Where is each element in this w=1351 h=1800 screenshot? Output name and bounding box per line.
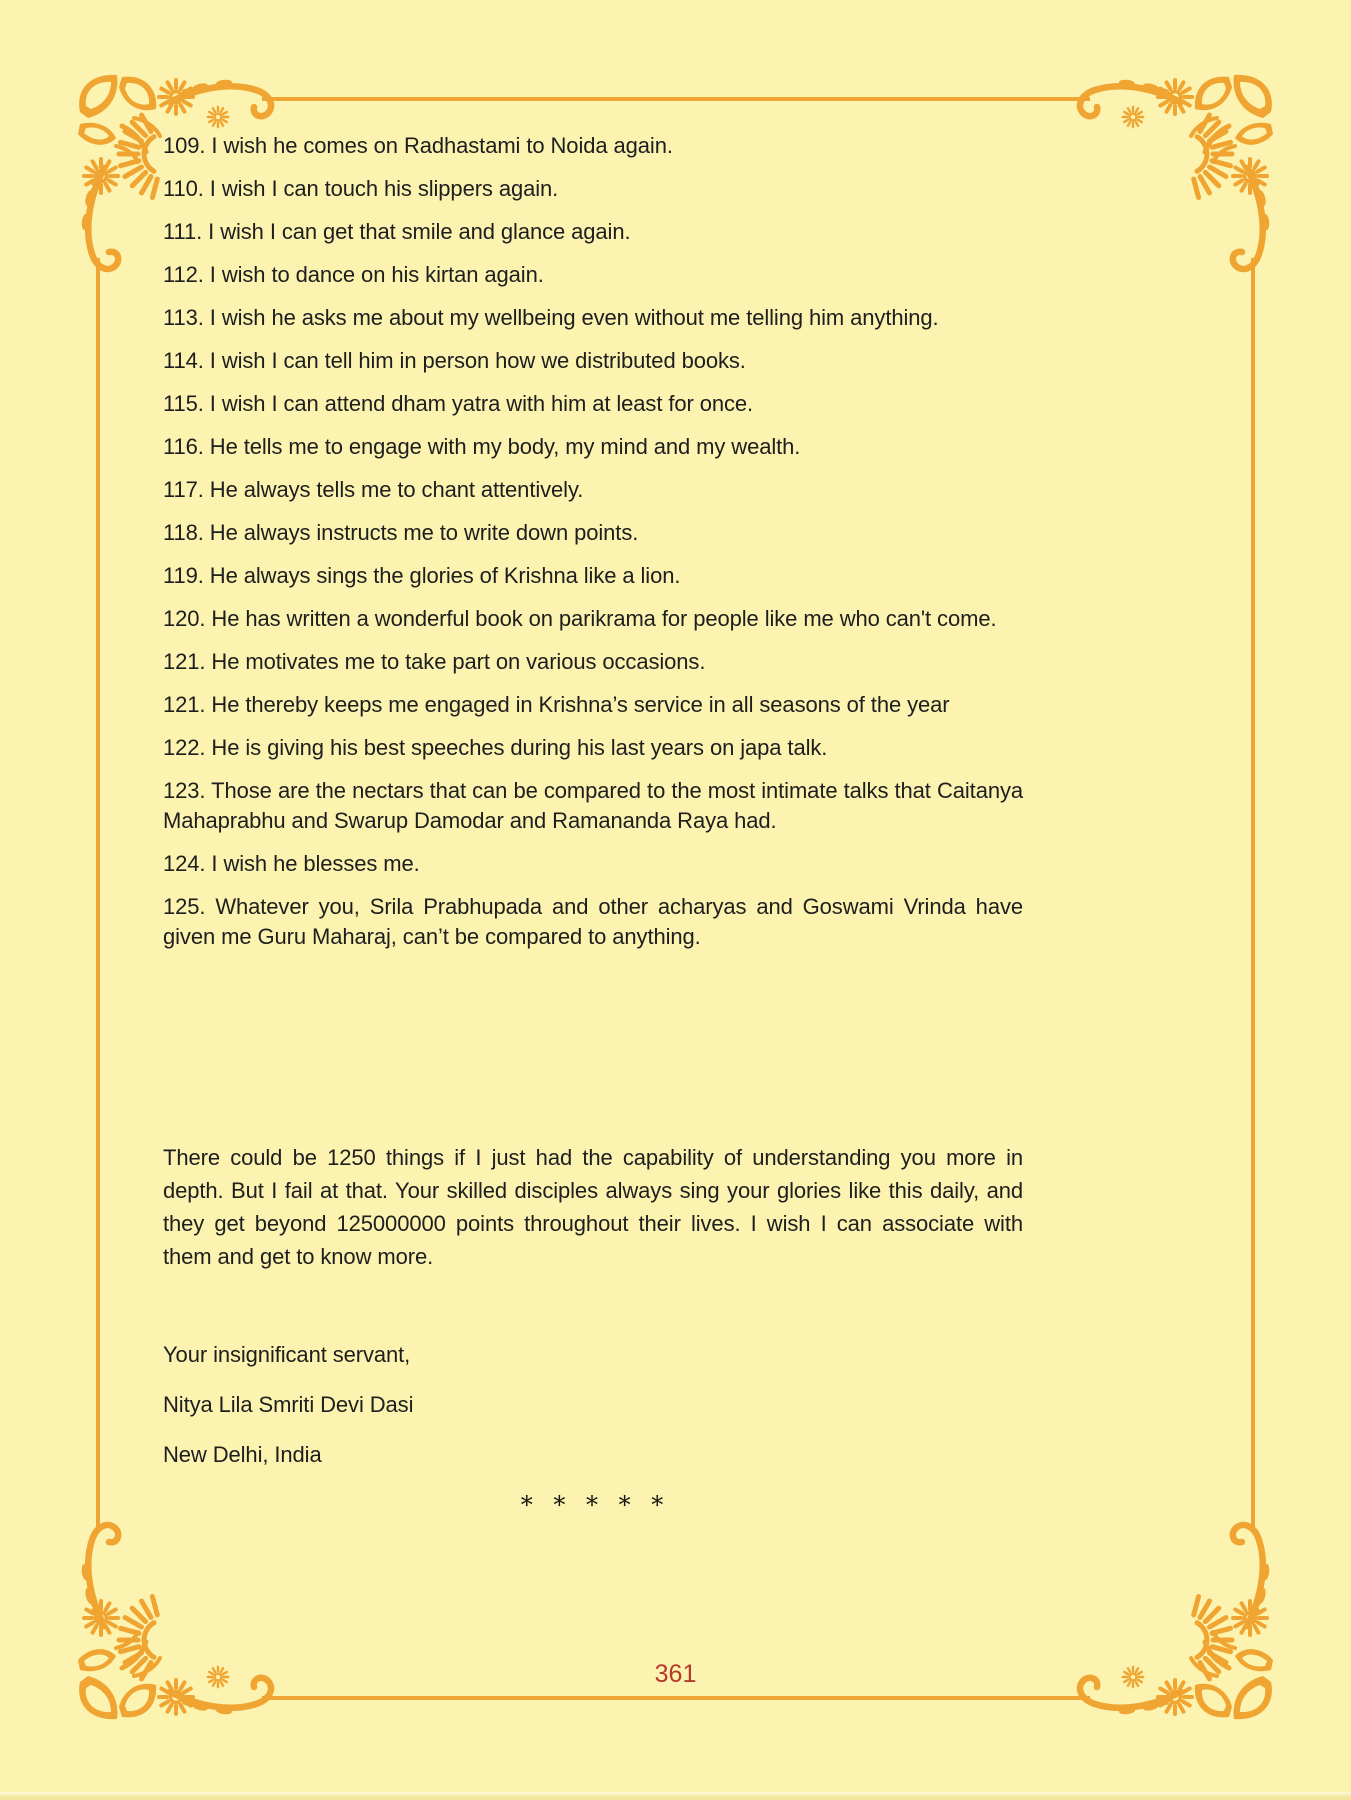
list-item: 112. I wish to dance on his kirtan again. <box>163 262 544 287</box>
floral-corner-ornament-bottom-right-icon <box>1069 1514 1279 1724</box>
page-number: 361 <box>654 1660 697 1688</box>
list-item: 119. He always sings the glories of Krishna like a lion. <box>163 563 681 588</box>
signature-line: Your insignificant servant, <box>163 1342 411 1367</box>
page-content <box>163 131 1023 1544</box>
list-item: 121. He thereby keeps me engaged in Krishna’s service in all seasons of the year <box>163 692 950 717</box>
page-bottom-edge <box>0 1792 1351 1800</box>
list-item: 111. I wish I can get that smile and glance again. <box>163 219 631 244</box>
list-item: 115. I wish I can attend dham yatra with him at least for once. <box>163 391 754 416</box>
list-item: 122. He is giving his best speeches during his last years on japa talk. <box>163 735 828 760</box>
floral-corner-ornament-top-right-icon <box>1069 70 1279 280</box>
list-item: 124. I wish he blesses me. <box>163 851 420 876</box>
border-line-bottom <box>262 1696 1090 1700</box>
list-item: 109. I wish he comes on Radhastami to Noida again. <box>163 133 673 158</box>
list-item: 116. He tells me to engage with my body, my mind and my wealth. <box>163 434 801 459</box>
list-item: 117. He always tells me to chant attentively. <box>163 477 584 502</box>
list-item: 118. He always instructs me to write down points. <box>163 520 639 545</box>
list-item: 123. Those are the nectars that can be compared to the most intimate talks that Caitanya Mahaprabhu and Swarup Damodar and Ramananda Raya had. <box>163 778 1023 833</box>
asterisk-separator: * * * * * <box>520 1491 666 1519</box>
signature-line: Nitya Lila Smriti Devi Dasi <box>163 1392 414 1417</box>
list-item: 120. He has written a wonderful book on parikrama for people like me who can't come. <box>163 606 997 631</box>
closing-paragraph: There could be 1250 things if I just had the capability of understanding you more in depth. But I fail at that. Your skilled disciples always sing your glories like this daily, and they get beyond 125000000 points throughout their lives. I wish I can associate with them and get to know more. <box>163 1145 1023 1269</box>
border-line-right <box>1251 258 1255 1530</box>
signature-line: New Delhi, India <box>163 1442 322 1467</box>
list-item: 110. I wish I can touch his slippers again. <box>163 176 559 201</box>
floral-corner-ornament-bottom-left-icon <box>72 1514 282 1724</box>
border-line-top <box>262 97 1090 101</box>
list-item: 125. Whatever you, Srila Prabhupada and other acharyas and Goswami Vrinda have given me Guru Maharaj, can’t be compared to anything. <box>163 894 1023 949</box>
signature-block <box>163 1340 1023 1470</box>
list-item: 114. I wish I can tell him in person how we distributed books. <box>163 348 746 373</box>
list-item: 121. He motivates me to take part on various occasions. <box>163 649 706 674</box>
border-line-left <box>96 258 100 1530</box>
list-item: 113. I wish he asks me about my wellbeing even without me telling him anything. <box>163 305 939 330</box>
